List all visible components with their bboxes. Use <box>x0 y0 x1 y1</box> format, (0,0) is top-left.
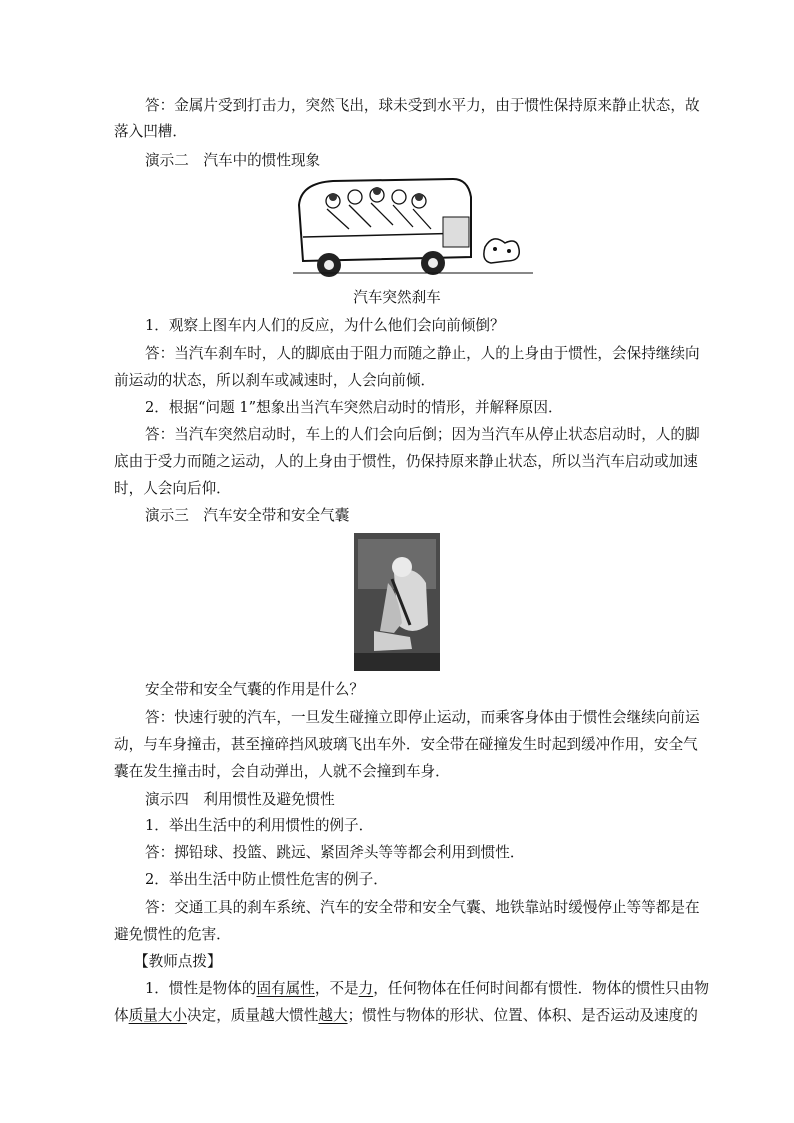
demo-heading: 演示三 汽车安全带和安全气囊 <box>145 507 350 524</box>
note-text: 决定，质量越大惯性 <box>187 1007 319 1024</box>
underlined-blank: 力 <box>358 980 374 997</box>
answer-line: 避免惯性的危害． <box>114 926 231 943</box>
underlined-blank: 越大 <box>318 1007 348 1024</box>
answer-line: 答：金属片受到打击力，突然飞出，球未受到水平力，由于惯性保持原来静止状态，故 <box>145 97 700 114</box>
underlined-blank: 质量大小 <box>128 1007 187 1024</box>
note-text: ，不是 <box>314 980 359 997</box>
note-text: ，任何物体在任何时间都有惯性．物体的惯性只由物 <box>373 980 709 997</box>
figure-caption: 汽车突然刹车 <box>353 289 441 306</box>
question-line: 1．举出生活中的利用惯性的例子． <box>145 817 374 834</box>
question-line: 2．根据“问题 1”想象出当汽车突然启动时的情形，并解释原因． <box>145 399 563 416</box>
teacher-note-heading: 【教师点拨】 <box>134 953 222 970</box>
note-text: ；惯性与物体的形状、位置、体积、是否运动及速度的 <box>347 1007 698 1024</box>
answer-line: 答：当汽车刹车时，人的脚底由于阻力而随之静止，人的上身由于惯性，会保持继续向 <box>145 345 700 362</box>
answer-line: 囊在发生撞击时，会自动弹出，人就不会撞到车身． <box>114 763 450 780</box>
note-text: 1．惯性是物体的 <box>145 980 257 997</box>
answer-line: 落入凹槽． <box>114 123 187 140</box>
answer-line: 动，与车身撞击，甚至撞碎挡风玻璃飞出车外．安全带在碰撞发生时起到缓冲作用，安全气 <box>114 736 698 753</box>
answer-line: 前运动的状态，所以刹车或减速时，人会向前倾． <box>114 372 436 389</box>
answer-line: 答：交通工具的刹车系统、汽车的安全带和安全气囊、地铁靠站时缓慢停止等等都是在 <box>145 899 700 916</box>
answer-line: 答：快速行驶的汽车，一旦发生碰撞立即停止运动，而乘客身体由于惯性会继续向前运 <box>145 709 700 726</box>
demo-heading: 演示二 汽车中的惯性现象 <box>145 152 321 169</box>
note-text: 体 <box>114 1007 129 1024</box>
answer-line: 答：当汽车突然启动时，车上的人们会向后倒；因为当汽车从停止状态启动时，人的脚 <box>145 426 700 443</box>
bus-braking-illustration <box>293 177 533 281</box>
answer-line: 底由于受力而随之运动，人的上身由于惯性，仍保持原来静止状态，所以当汽车启动或加速 <box>114 453 698 470</box>
underlined-blank: 固有属性 <box>256 980 315 997</box>
airbag-crash-test-photo <box>354 533 440 671</box>
answer-line: 时，人会向后仰． <box>114 480 231 497</box>
question-line: 1．观察上图车内人们的反应，为什么他们会向前倾倒？ <box>145 317 505 334</box>
question-line: 安全带和安全气囊的作用是什么？ <box>145 681 364 698</box>
answer-line: 答：掷铅球、投篮、跳远、紧固斧头等等都会利用到惯性． <box>145 844 525 861</box>
demo-heading: 演示四 利用惯性及避免惯性 <box>145 791 335 808</box>
note-line <box>145 979 709 999</box>
note-line <box>114 1006 698 1026</box>
question-line: 2．举出生活中防止惯性危害的例子． <box>145 871 388 888</box>
